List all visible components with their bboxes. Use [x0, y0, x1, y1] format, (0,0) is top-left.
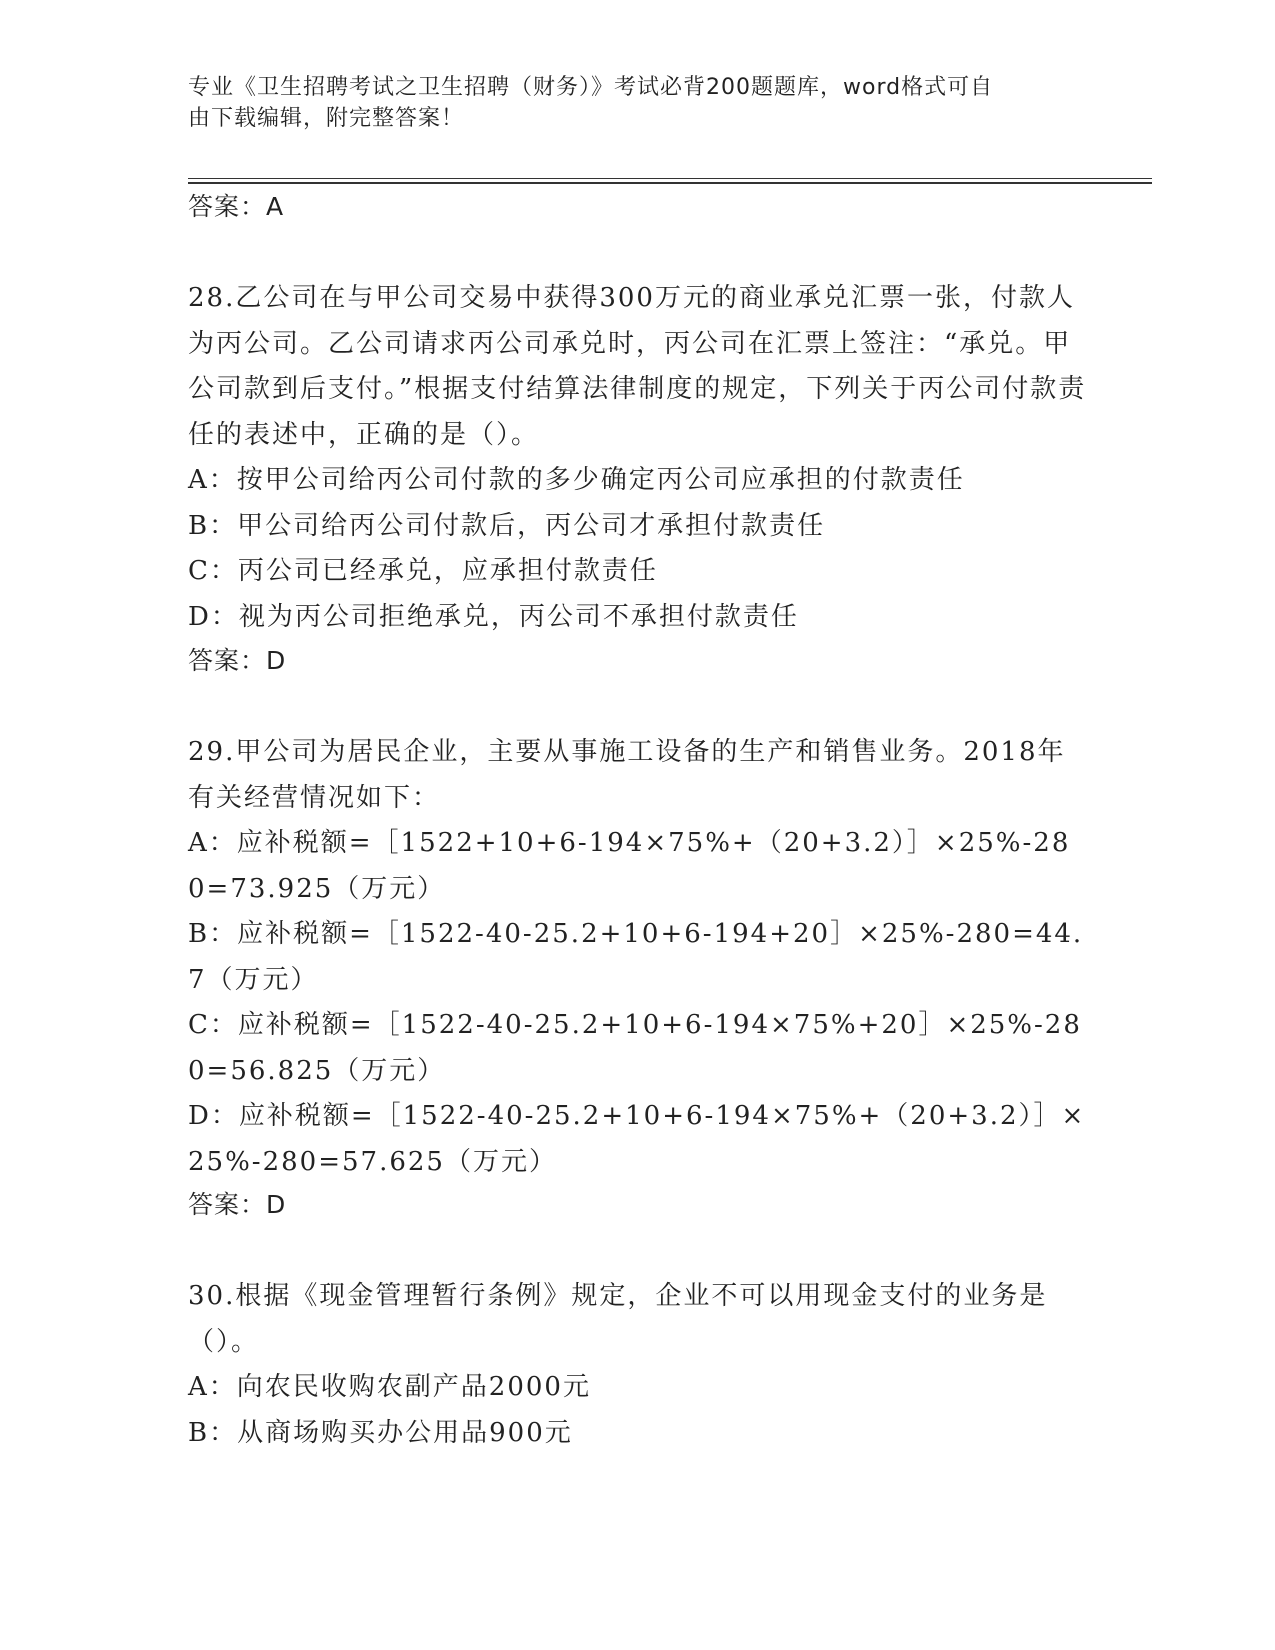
answer-27: 答案：A — [188, 192, 285, 221]
option-c: C：丙公司已经承兑，应承担付款责任 — [188, 556, 658, 586]
option-c: C：应补税额=［1522-40-25.2+10+6-194×75%+20］×25%-280=56.825（万元） — [188, 1010, 1082, 1086]
option-b: B：从商场购买办公用品900元 — [188, 1417, 573, 1448]
question-text: 30.根据《现金管理暂行条例》规定，企业不可以用现金支付的业务是（）。 — [188, 1281, 1048, 1357]
question-text: 29.甲公司为居民企业，主要从事施工设备的生产和销售业务。2018年有关经营情况如下： — [188, 737, 1066, 813]
document-header — [188, 72, 1088, 134]
option-d: D：应补税额=［1522-40-25.2+10+6-194×75%+（20+3.2）］×25%-280=57.625（万元） — [188, 1101, 1086, 1177]
option-b: B：甲公司给丙公司付款后，丙公司才承担付款责任 — [188, 510, 826, 541]
header-line-2: 由下载编辑，附完整答案！ — [188, 106, 465, 131]
answer-28: 答案：D — [188, 646, 287, 675]
option-b: B：应补税额=［1522-40-25.2+10+6-194+20］×25%-280=44.7（万元） — [188, 919, 1084, 995]
question-28 — [188, 276, 1088, 640]
question-29 — [188, 730, 1088, 1185]
header-divider — [188, 178, 1152, 184]
option-a: A：应补税额=［1522+10+6-194×75%+（20+3.2）］×25%-280=73.925（万元） — [188, 828, 1071, 904]
header-line-1: 专业《卫生招聘考试之卫生招聘（财务）》考试必背200题题库，word格式可自 — [188, 75, 994, 100]
question-30 — [188, 1274, 1088, 1456]
answer-29: 答案：D — [188, 1190, 287, 1219]
option-d: D：视为丙公司拒绝承兑，丙公司不承担付款责任 — [188, 601, 799, 632]
option-a: A：按甲公司给丙公司付款的多少确定丙公司应承担的付款责任 — [188, 465, 965, 495]
question-text: 28.乙公司在与甲公司交易中获得300万元的商业承兑汇票一张，付款人为丙公司。乙公司请求丙公司承兑时，丙公司在汇票上签注：“承兑。甲公司款到后支付。”根据支付结算法律制度的规定，下列关于丙公司付款责任的表述中，正确的是（）。 — [188, 283, 1087, 450]
option-a: A：向农民收购农副产品2000元 — [188, 1372, 591, 1402]
